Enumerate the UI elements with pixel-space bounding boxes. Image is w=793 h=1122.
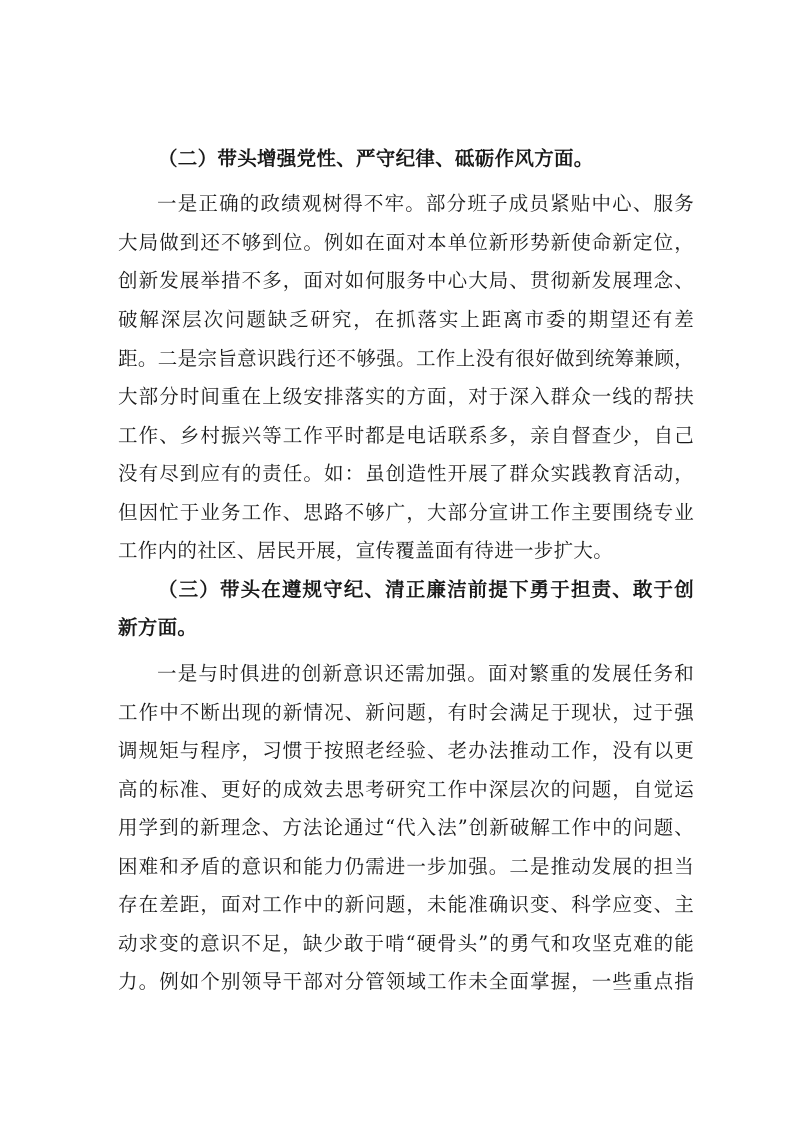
- paragraph-line: 大局做到还不够到位。例如在面对本单位新形势新使命新定位，: [118, 231, 694, 254]
- paragraph-line: 困难和矛盾的意识和能力仍需进一步加强。二是推动发展的担当: [118, 855, 694, 878]
- section-3-heading-cont: 新方面。: [118, 616, 198, 639]
- paragraph-line: 力。例如个别领导干部对分管领域工作未全面掌握，一些重点指: [118, 970, 694, 993]
- paragraph-line: 动求变的意识不足，缺少敢于啃“硬骨头”的勇气和攻坚克难的能: [118, 932, 694, 955]
- paragraph-line: 创新发展举措不多，面对如何服务中心大局、贯彻新发展理念、: [118, 269, 694, 292]
- section-3-heading: （三）带头在遵规守纪、清正廉洁前提下勇于担责、敢于创: [158, 578, 694, 601]
- paragraph-line: 存在差距，面对工作中的新问题，未能准确识变、科学应变、主: [118, 893, 694, 916]
- paragraph-line: 用学到的新理念、方法论通过“代入法”创新破解工作中的问题、: [118, 816, 694, 839]
- paragraph-line: 工作内的社区、居民开展，宣传覆盖面有待进一步扩大。: [118, 539, 614, 562]
- paragraph-line: 没有尽到应有的责任。如：虽创造性开展了群众实践教育活动，: [118, 462, 694, 485]
- section-2-heading: （二）带头增强党性、严守纪律、砥砺作风方面。: [158, 147, 594, 170]
- paragraph-line: 调规矩与程序，习惯于按照老经验、老办法推动工作，没有以更: [118, 739, 694, 762]
- paragraph-line: 工作、乡村振兴等工作平时都是电话联系多，亲自督查少，自己: [118, 424, 694, 447]
- paragraph-line: 大部分时间重在上级安排落实的方面，对于深入群众一线的帮扶: [118, 385, 694, 408]
- paragraph-line: 高的标准、更好的成效去思考研究工作中深层次的问题，自觉运: [118, 778, 694, 801]
- paragraph-line: 工作中不断出现的新情况、新问题，有时会满足于现状，过于强: [118, 701, 694, 724]
- paragraph-line: 但因忙于业务工作、思路不够广，大部分宣讲工作主要围绕专业: [118, 501, 694, 524]
- paragraph-line: 破解深层次问题缺乏研究，在抓落实上距离市委的期望还有差: [118, 308, 694, 331]
- paragraph-line: 一是正确的政绩观树得不牢。部分班子成员紧贴中心、服务: [157, 192, 694, 215]
- paragraph-line: 距。二是宗旨意识践行还不够强。工作上没有很好做到统筹兼顾，: [118, 347, 694, 370]
- paragraph-line: 一是与时俱进的创新意识还需加强。面对繁重的发展任务和: [157, 662, 694, 685]
